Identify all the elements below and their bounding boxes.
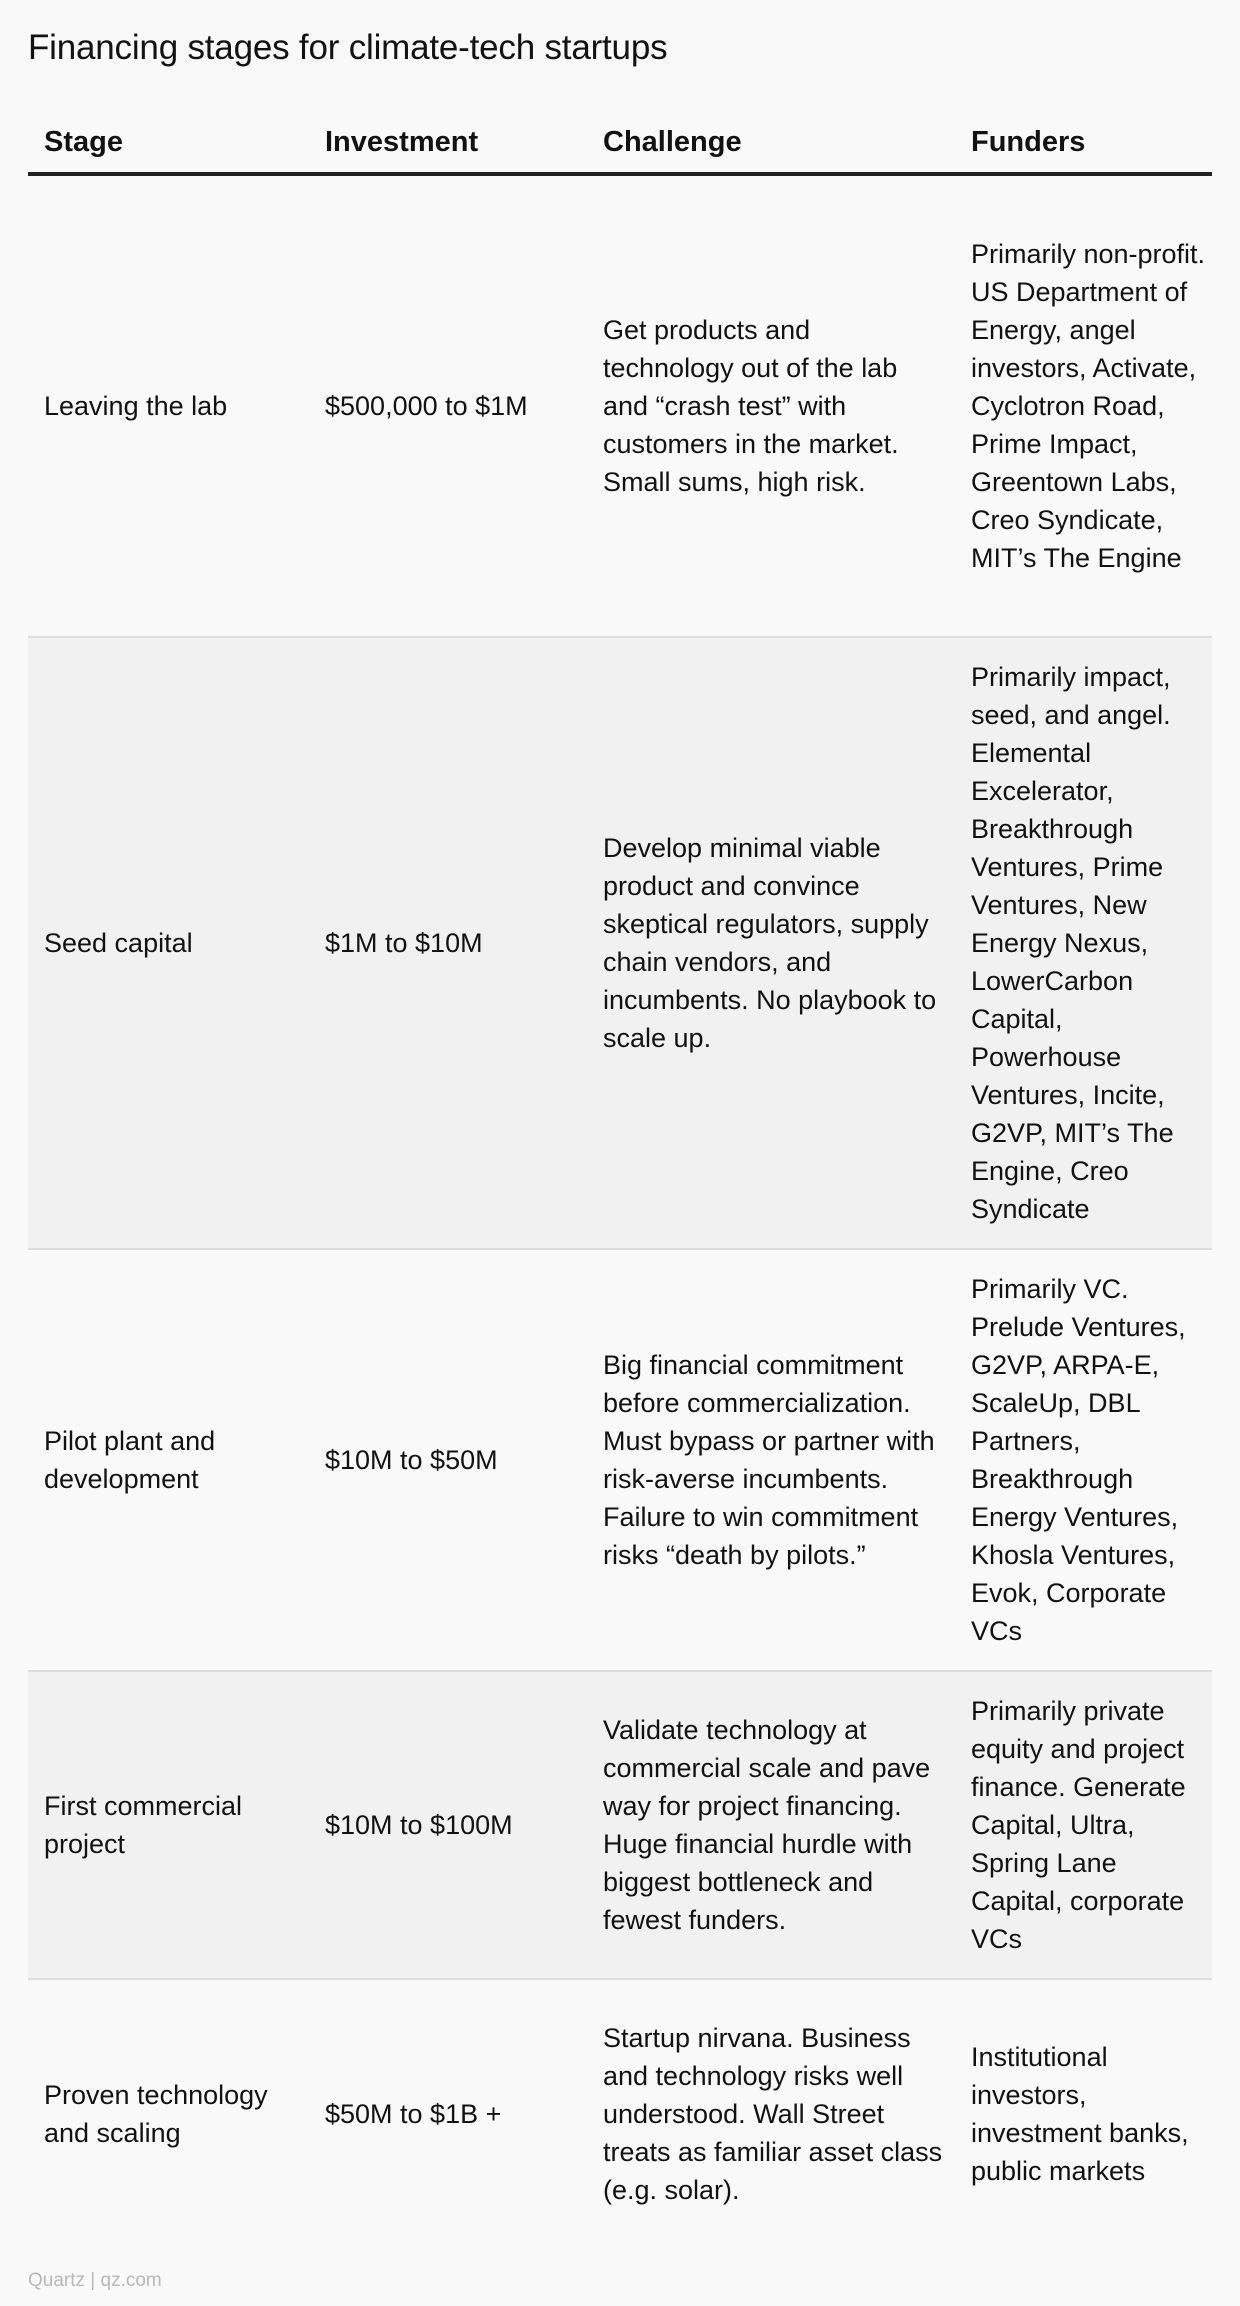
table-row [28, 1250, 1212, 1672]
cell-funders: Primarily non-profit. US Department of Energy, angel investors, Activate, Cyclotron Road, Prime Impact, Greentown Labs, Creo Syndicate, MIT’s The Engine [971, 239, 1206, 573]
cell-funders: Primarily VC. Prelude Ventures, G2VP, ARPA-E, ScaleUp, DBL Partners, Breakthrough Energy Ventures, Khosla Ventures, Evok, Corporate VCs [971, 1274, 1186, 1646]
cell-challenge: Big financial commitment before commercialization. Must bypass or partner with risk-averse incumbents. Failure to win commitment risks “death by pilots.” [603, 1350, 935, 1570]
column-header-challenge: Challenge [603, 125, 742, 158]
cell-stage: Seed capital [44, 928, 193, 958]
column-header-investment: Investment [325, 125, 479, 158]
table-row [28, 1672, 1212, 1980]
cell-investment: $10M to $100M [325, 1810, 513, 1840]
cell-investment: $50M to $1B + [325, 2099, 502, 2129]
source-credit: Quartz | qz.com [28, 2270, 162, 2291]
table-row [28, 176, 1212, 638]
cell-challenge: Develop minimal viable product and convince skeptical regulators, supply chain vendors, and incumbents. No playbook to scale up. [603, 833, 937, 1053]
page-title: Financing stages for climate-tech startups [28, 28, 668, 67]
cell-stage: Proven technology and scaling [44, 2080, 268, 2148]
column-header-stage: Stage [44, 125, 123, 158]
cell-challenge: Startup nirvana. Business and technology risks well understood. Wall Street treats as familiar asset class (e.g. solar). [603, 2023, 943, 2205]
column-header-funders: Funders [971, 125, 1086, 158]
cell-investment: $10M to $50M [325, 1445, 498, 1475]
table-row [28, 638, 1212, 1250]
cell-stage: Leaving the lab [44, 391, 228, 421]
cell-funders: Primarily private equity and project finance. Generate Capital, Ultra, Spring Lane Capital, corporate VCs [971, 1696, 1186, 1954]
cell-funders: Institutional investors, investment banks, public markets [971, 2042, 1189, 2186]
cell-stage: First commercial project [44, 1791, 243, 1859]
cell-stage: Pilot plant and development [44, 1426, 216, 1494]
cell-funders: Primarily impact, seed, and angel. Elemental Excelerator, Breakthrough Ventures, Prime Ventures, New Energy Nexus, LowerCarbon Capital, Powerhouse Ventures, Incite, G2VP, MIT’s The Engine, Creo Syndicate [971, 662, 1174, 1224]
cell-challenge: Validate technology at commercial scale and pave way for project financing. Huge financial hurdle with biggest bottleneck and fewest funders. [603, 1715, 931, 1935]
cell-investment: $1M to $10M [325, 928, 483, 958]
financing-table [28, 112, 1212, 2248]
cell-investment: $500,000 to $1M [325, 391, 528, 421]
cell-challenge: Get products and technology out of the lab and “crash test” with customers in the market. Small sums, high risk. [603, 315, 899, 497]
table-row [28, 1980, 1212, 2248]
table-header [28, 112, 1212, 176]
